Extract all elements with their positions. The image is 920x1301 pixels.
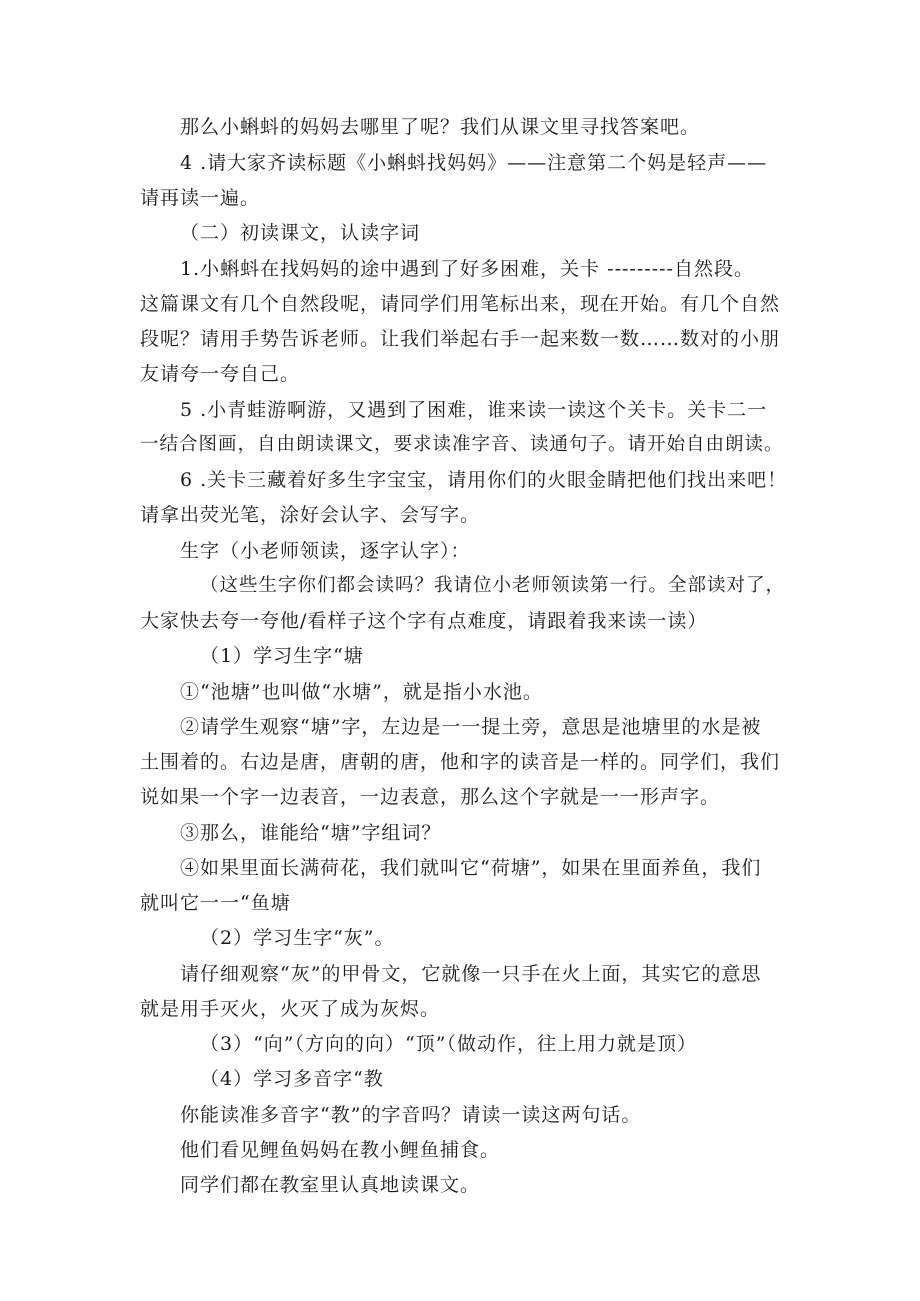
subsection-heading: （2）学习生字“灰”。: [200, 927, 395, 949]
text-line: 一结合图画，自由朗读课文，要求读准字音、读通句子。请开始自由朗读。: [140, 434, 784, 455]
text-line: ②请学生观察“塘”字，左边是一一提土旁，意思是池塘里的水是被: [180, 716, 762, 738]
text-line: ①“池塘”也叫做“水塘”，就是指小水池。: [180, 681, 543, 703]
text-line: 这篇课文有几个自然段呢，请同学们用笔标出来，现在开始。有几个自然: [140, 293, 781, 315]
text-line: 友请夸一夸自己。: [140, 363, 301, 385]
text-line: 那么小蝌蚪的妈妈去哪里了呢？我们从课文里寻找答案吧。: [180, 116, 701, 138]
text-line: 你能读准多音字“教”的字音吗？请读一读这两句话。: [180, 1104, 642, 1126]
text-line: 土围着的。右边是唐，唐朝的唐，他和字的读音是一样的。同学们，我们: [140, 751, 781, 773]
subsection-heading: （4）学习多音字“教: [200, 1068, 384, 1090]
text-line: ④如果里面长满荷花，我们就叫它“荷塘”，如果在里面养鱼，我们: [180, 857, 762, 879]
text-line: 5 .小青蛙游啊游，又遇到了困难，谁来读一读这个关卡。关卡二一: [180, 399, 768, 421]
text-line: 他们看见鲤鱼妈妈在教小鲤鱼捕食。: [180, 1139, 501, 1161]
text-line: 就叫它一一“鱼塘: [140, 892, 291, 914]
text-line: 段呢？请用手势告诉老师。让我们举起右手一起来数一数……数对的小朋: [140, 328, 781, 350]
subsection-heading: （3）“向”（方向的向）“顶”（做动作，往上用力就是顶）: [200, 1033, 697, 1055]
section-heading: （二）初读课文，认读字词: [180, 222, 421, 244]
text-line: 6 .关卡三藏着好多生字宝宝，请用你们的火眼金睛把他们找出来吧！: [180, 469, 788, 491]
text-line: 说如果一个字一边表音，一边表意，那么这个字就是一一形声字。: [140, 786, 721, 808]
text-line: （这些生字你们都会读吗？我请位小老师领读第一行。全部读对了，: [200, 575, 786, 596]
text-line: 请拿出荧光笔，涂好会认字、会写字。: [140, 504, 481, 526]
text-line: 同学们都在教室里认真地读课文。: [180, 1174, 481, 1196]
text-line: 4 .请大家齐读标题《小蝌蚪找妈妈》——注意第二个妈是轻声——: [180, 152, 768, 174]
text-line: 请再读一遍。: [140, 187, 261, 209]
text-line: 1.小蝌蚪在找妈妈的途中遇到了好多困难，关卡 ---------自然段。: [180, 258, 754, 280]
text-line: 请仔细观察“灰”的甲骨文，它就像一只手在火上面，其实它的意思: [180, 963, 762, 985]
text-line: 大家快去夸一夸他/看样子这个字有点难度，请跟着我来读一读）: [140, 610, 708, 632]
text-line: ③那么，谁能给“塘”字组词？: [180, 822, 442, 844]
text-line: 生字（小老师领读，逐字认字）：: [180, 540, 471, 562]
text-line: 就是用手灭火，火灭了成为灰烬。: [140, 998, 441, 1020]
subsection-heading: （1）学习生字“塘: [200, 645, 364, 667]
